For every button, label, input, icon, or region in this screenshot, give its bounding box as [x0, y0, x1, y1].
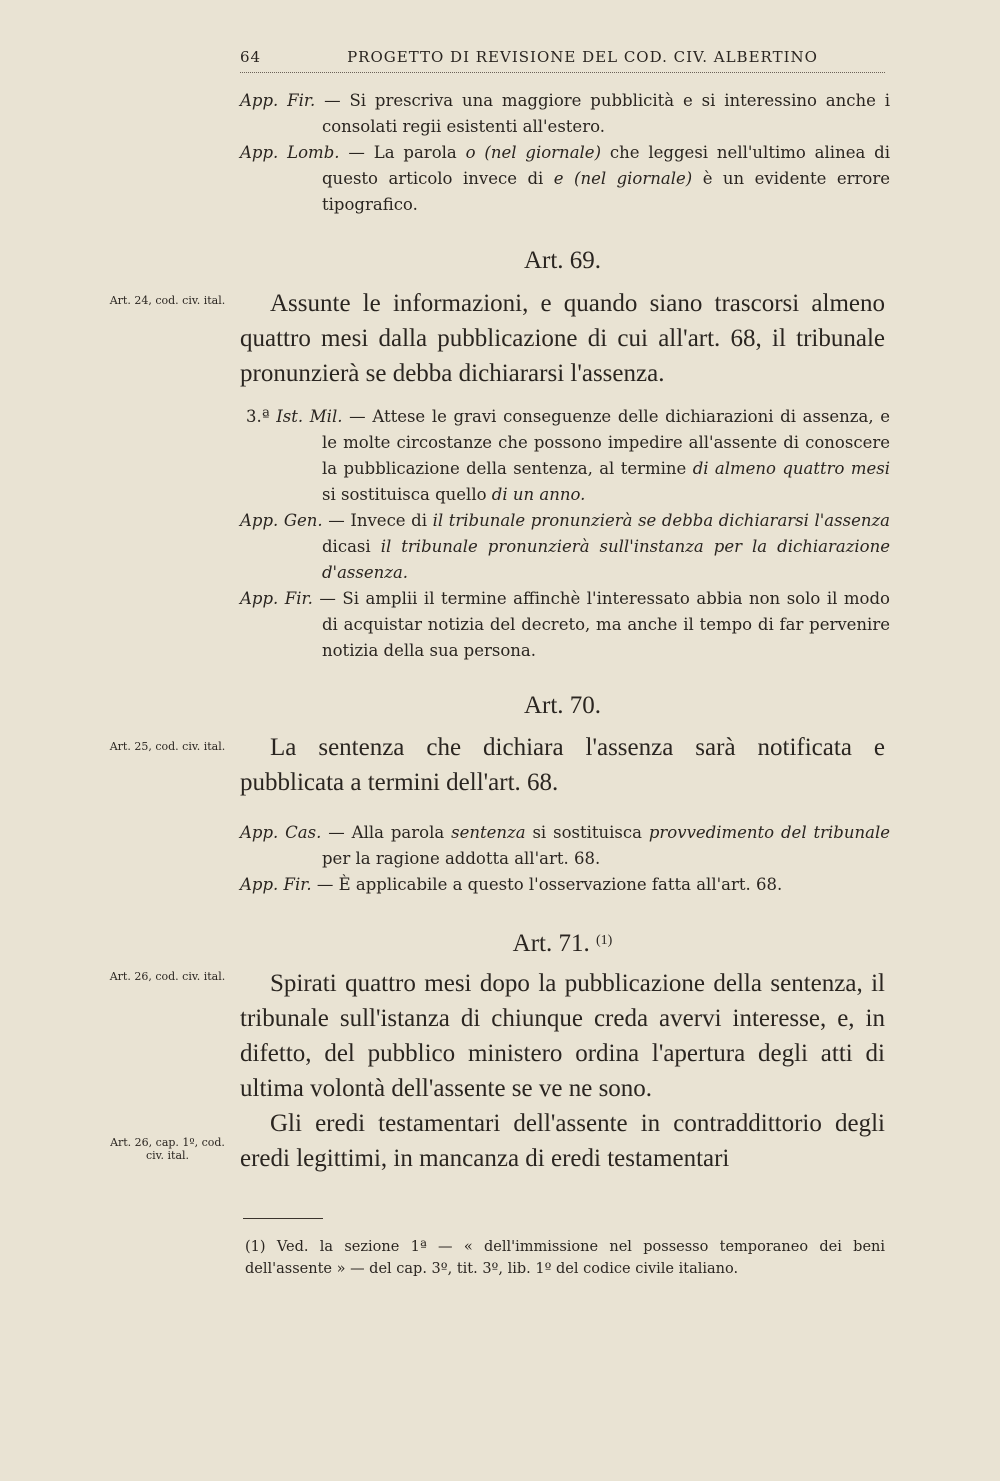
note-item — [240, 508, 890, 586]
article-70-text — [240, 730, 885, 800]
notes-art69 — [240, 404, 890, 664]
note-text: si sostituisca — [532, 823, 642, 842]
note-item — [240, 872, 890, 898]
note-item — [240, 88, 890, 140]
note-text: — La parola — [348, 143, 457, 162]
note-text: dicasi — [322, 537, 371, 556]
article-71-heading — [240, 930, 885, 958]
margin-ref-art71: Art. 26, cod. civ. ital. — [109, 970, 226, 983]
note-item — [240, 404, 890, 508]
note-source: App. Cas. — [240, 823, 322, 842]
note-italic: il tribunale pronunzierà se debba dichiararsi l'assenza — [432, 511, 890, 530]
footnote-ref: (1) — [596, 933, 613, 948]
note-text: — Alla parola — [328, 823, 445, 842]
note-italic: il tribunale pronunzierà sull'instanza per la dichiarazione d'assenza. — [322, 537, 890, 582]
article-70-heading: Art. 70. — [523, 692, 602, 719]
note-prefix: 3.ª — [246, 407, 270, 426]
margin-ref-art70: Art. 25, cod. civ. ital. — [109, 740, 226, 753]
note-text: — Si amplii il termine affinchè l'interessato abbia non solo il modo di acquistar notizia del decreto, ma anche il tempo di far pervenire notizia della sua persona. — [319, 589, 890, 660]
note-text: si sostituisca quello — [322, 485, 487, 504]
note-text: — Invece di — [328, 511, 427, 530]
article-69-text — [240, 286, 885, 391]
note-item — [240, 820, 890, 872]
note-source: App. Gen. — [240, 511, 323, 530]
margin-ref-art69: Art. 24, cod. civ. ital. — [109, 294, 226, 307]
article-69-heading: Art. 69. — [523, 247, 602, 274]
article-paragraph: Assunte le informazioni, e quando siano trascorsi almeno quattro mesi dalla pubblicazione di cui all'art. 68, il tribunale pronunzierà se debba dichiararsi l'assenza. — [240, 290, 885, 387]
article-71-text — [240, 966, 885, 1176]
notes-art68 — [240, 88, 890, 218]
note-italic: e (nel giornale) — [553, 169, 693, 188]
note-source: App. Fir. — [240, 589, 313, 608]
running-header — [240, 48, 885, 73]
article-paragraph: Gli eredi testamentari dell'assente in contraddittorio degli eredi legittimi, in mancanza di eredi testamentari — [240, 1110, 885, 1172]
note-italic: di almeno quattro mesi — [692, 459, 890, 478]
page-number: 64 — [240, 48, 262, 66]
note-italic: sentenza — [451, 823, 526, 842]
note-text: è un evidente errore tipografico. — [322, 169, 890, 214]
note-italic: di un anno. — [491, 485, 586, 504]
note-text: che leggesi nell'ultimo alinea di questo articolo invece di — [322, 143, 891, 188]
note-source: App. Lomb. — [240, 143, 340, 162]
footnote: (1) Ved. la sezione 1ª — « dell'immissione nel possesso temporaneo dei beni dell'assente » — del cap. 3º, tit. 3º, lib. 1º del codice civile italiano. — [245, 1239, 885, 1277]
note-item — [240, 586, 890, 664]
footnote-divider — [243, 1218, 323, 1219]
note-text: — È applicabile a questo l'osservazione fatta all'art. 68. — [316, 875, 783, 894]
notes-art70 — [240, 820, 890, 898]
running-title: PROGETTO DI REVISIONE DEL COD. CIV. ALBERTINO — [347, 48, 818, 66]
note-text: per la ragione addotta all'art. 68. — [322, 849, 601, 868]
note-source: App. Fir. — [240, 91, 316, 110]
note-source: Ist. Mil. — [276, 407, 343, 426]
note-text: — Attese le gravi conseguenze delle dichiarazioni di assenza, e le molte circostanze che possono impedire all'assente di conoscere la pubblicazione della sentenza, al termine — [322, 407, 890, 478]
note-italic: provvedimento del tribunale — [648, 823, 890, 842]
article-paragraph: La sentenza che dichiara l'assenza sarà notificata e pubblicata a termini dell'art. 68. — [240, 734, 885, 796]
article-paragraph: Spirati quattro mesi dopo la pubblicazione della sentenza, il tribunale sull'istanza di chiunque creda avervi interesse, e, in difetto, del pubblico ministero ordina l'apertura degli atti di ultima volontà dell'assente se ve ne sono. — [240, 970, 885, 1102]
note-text: — Si prescriva una maggiore pubblicità e si interessino anche i consolati regii esistenti all'estero. — [322, 91, 891, 136]
article-number: Art. 71. — [512, 930, 590, 957]
note-source: App. Fir. — [240, 875, 312, 894]
margin-ref-art71-second: Art. 26, cap. 1º, cod. civ. ital. — [110, 1136, 225, 1162]
note-italic: o (nel giornale) — [465, 143, 602, 162]
note-item — [240, 140, 890, 218]
